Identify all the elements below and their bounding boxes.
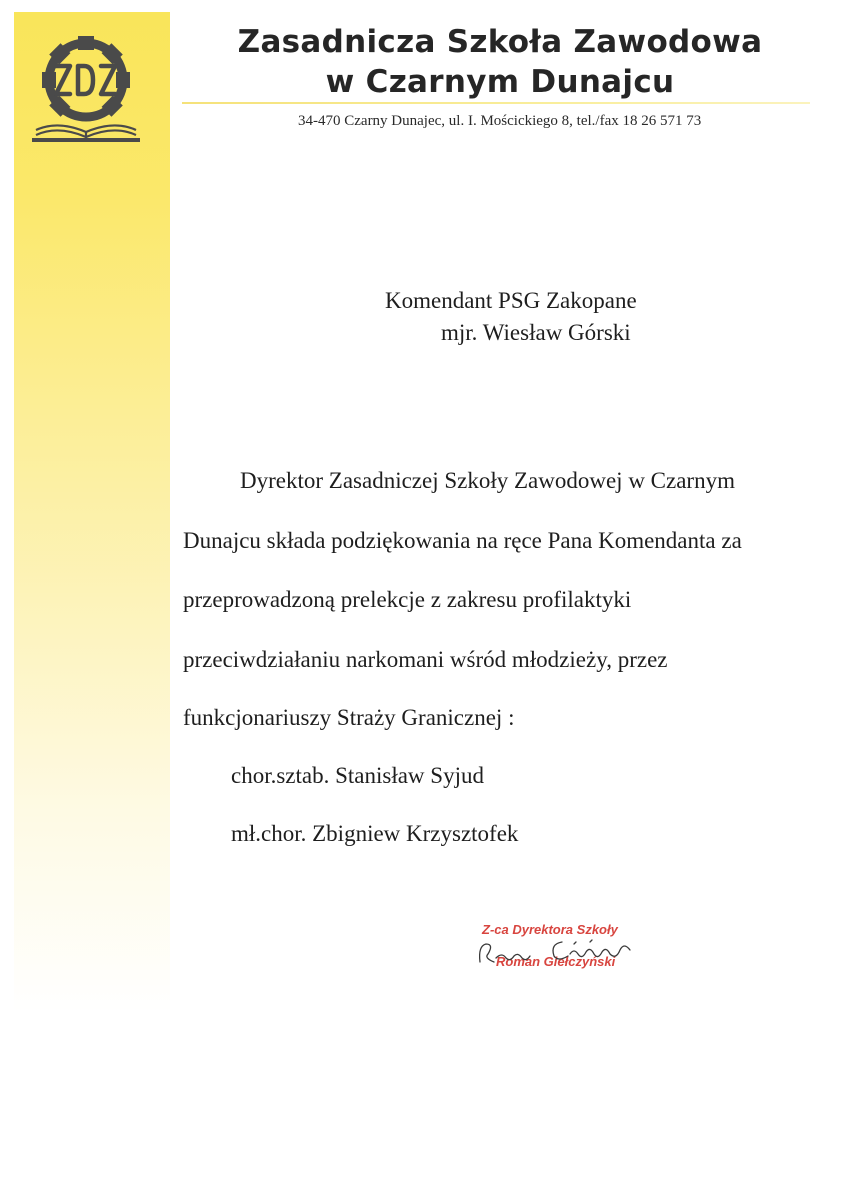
school-name-line2: w Czarnym Dunajcu	[325, 64, 675, 100]
stamp-title: Z-ca Dyrektora Szkoły	[482, 922, 618, 937]
signature-stamp	[470, 920, 650, 980]
body-line-2: Dunajcu składa podziękowania na ręce Pana Komendanta za	[183, 528, 742, 553]
body-line-1: Dyrektor Zasadniczej Szkoły Zawodowej w Czarnym	[240, 468, 735, 493]
school-name-line1: Zasadnicza Szkoła Zawodowa	[237, 24, 763, 60]
body-line-5: funkcjonariuszy Straży Granicznej :	[183, 705, 515, 730]
body-line-3: przeprowadzoną prelekcje z zakresu profilaktyki	[183, 587, 632, 612]
zdz-logo-gear-icon	[28, 36, 144, 144]
school-name-header	[190, 22, 810, 102]
recipient-name: mjr. Wiesław Górski	[441, 320, 631, 345]
recipient-title: Komendant PSG Zakopane	[385, 288, 637, 313]
yellow-side-band	[14, 12, 170, 1012]
body-line-4: przeciwdziałaniu narkomani wśród młodzieży, przez	[183, 647, 668, 672]
officer-1: chor.sztab. Stanisław Syjud	[231, 763, 484, 788]
header-divider	[182, 102, 810, 104]
school-address: 34-470 Czarny Dunajec, ul. I. Mościckiego 8, tel./fax 18 26 571 73	[298, 113, 702, 129]
handwritten-signature-icon	[470, 930, 650, 970]
officer-2: mł.chor. Zbigniew Krzysztofek	[231, 821, 519, 846]
stamp-name: Roman Giełczyński	[496, 954, 616, 969]
